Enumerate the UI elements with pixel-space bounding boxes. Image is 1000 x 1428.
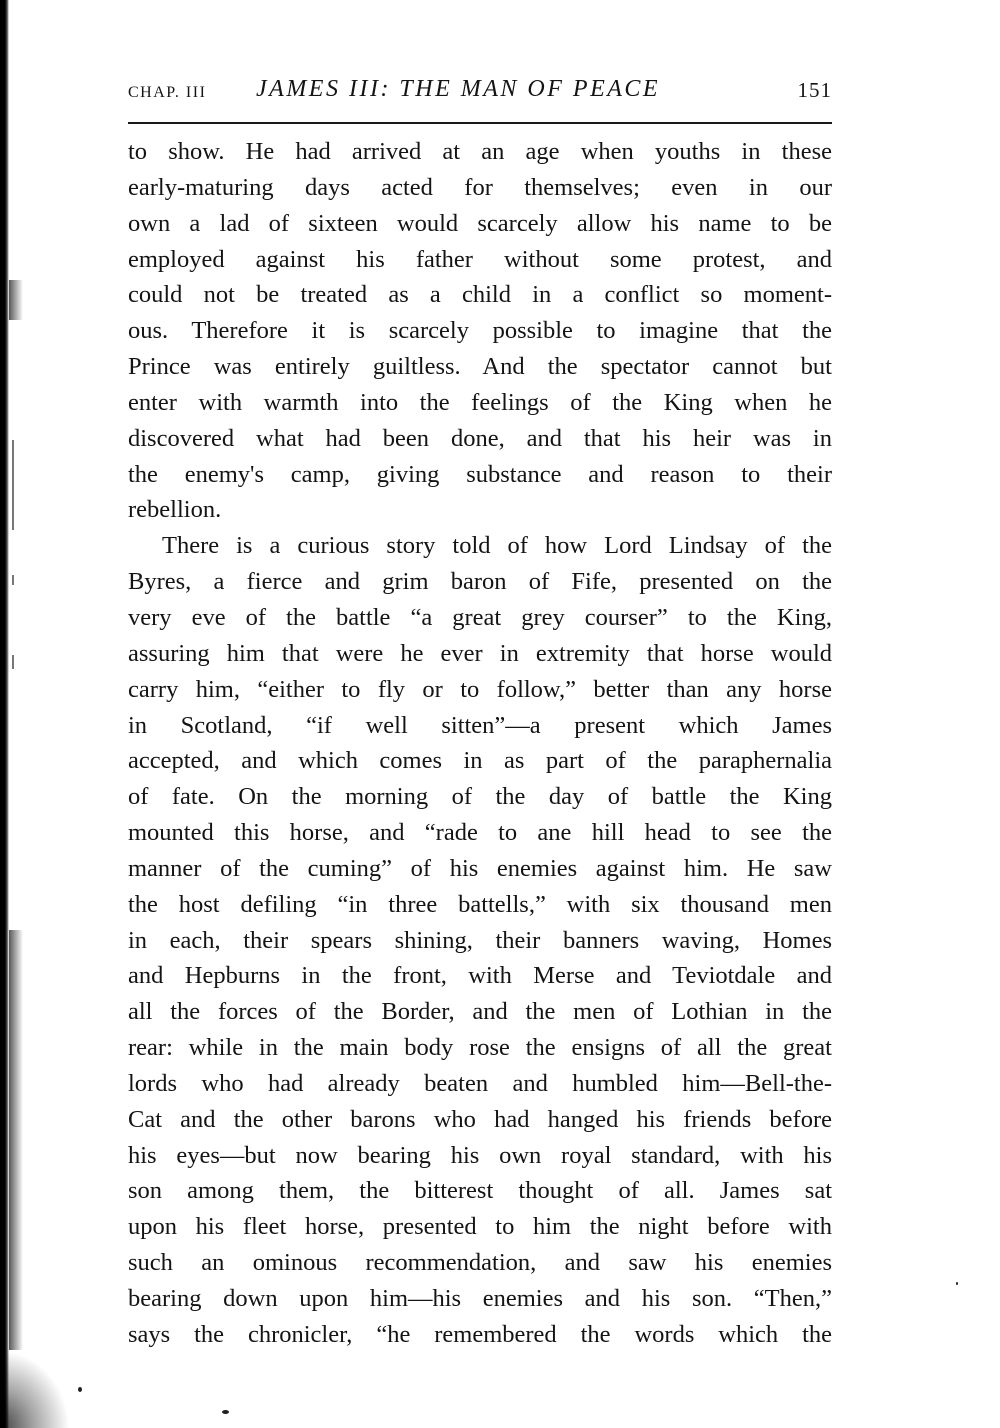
text-line: says the chronicler, “he remembered the words which the <box>128 1320 832 1348</box>
margin-mark <box>12 440 14 530</box>
text-line: all the forces of the Border, and the men of Lothian in the <box>128 998 832 1026</box>
ink-speck <box>222 1410 229 1414</box>
text-line: such an ominous recommendation, and saw his enemies <box>128 1249 832 1277</box>
text-line: own a lad of sixteen would scarcely allow his name to be <box>128 209 832 237</box>
text-line: employed against his father without some protest, and <box>128 245 832 273</box>
ink-speck <box>956 1282 958 1285</box>
text-line: his eyes—but now bearing his own royal standard, with his <box>128 1141 832 1169</box>
text-line: assuring him that were he ever in extremity that horse would <box>128 639 832 667</box>
paragraph-start-line: There is a curious story told of how Lord Lindsay of the <box>162 532 832 560</box>
binding-shadow <box>9 280 23 320</box>
ink-speck <box>78 1387 82 1392</box>
text-line: Byres, a fierce and grim baron of Fife, presented on the <box>128 568 832 596</box>
text-line: accepted, and which comes in as part of the paraphernalia <box>128 747 832 775</box>
text-line: the host defiling “in three battells,” with six thousand men <box>128 890 832 918</box>
text-line: ous. Therefore it is scarcely possible to imagine that the <box>128 317 832 345</box>
text-line: enter with warmth into the feelings of the King when he <box>128 388 832 416</box>
text-line: the enemy's camp, giving substance and reason to their <box>128 460 832 488</box>
page-number: 151 <box>797 78 832 102</box>
paragraph-end-line: rebellion. <box>128 496 222 524</box>
chapter-label: CHAP. III <box>128 84 207 101</box>
text-line: manner of the cuming” of his enemies against him. He saw <box>128 854 832 882</box>
text-line: early-maturing days acted for themselves; even in our <box>128 173 832 201</box>
text-line: lords who had already beaten and humbled him—Bell-the- <box>128 1069 832 1097</box>
body-text <box>128 134 832 1353</box>
text-line: of fate. On the morning of the day of battle the King <box>128 783 832 811</box>
margin-mark <box>12 575 14 585</box>
margin-mark <box>12 655 14 669</box>
running-title: JAMES III: THE MAN OF PEACE <box>256 76 661 102</box>
running-head <box>128 76 832 110</box>
text-line: son among them, the bitterest thought of all. James sat <box>128 1177 832 1205</box>
text-line: in each, their spears shining, their banners waving, Homes <box>128 926 832 954</box>
text-line: Cat and the other barons who had hanged his friends before <box>128 1105 832 1133</box>
text-line: and Hepburns in the front, with Merse and Teviotdale and <box>128 962 832 990</box>
text-line: in Scotland, “if well sitten”—a present which James <box>128 711 832 739</box>
header-rule <box>128 122 832 124</box>
text-line: discovered what had been done, and that his heir was in <box>128 424 832 452</box>
binding-shadow <box>9 930 23 1350</box>
text-line: upon his fleet horse, presented to him the night before with <box>128 1213 832 1241</box>
corner-smudge <box>0 1350 70 1428</box>
text-line: rear: while in the main body rose the ensigns of all the great <box>128 1034 832 1062</box>
text-line: very eve of the battle “a great grey courser” to the King, <box>128 603 832 631</box>
page-binding-edge <box>0 0 9 1428</box>
text-line: carry him, “either to fly or to follow,” better than any horse <box>128 675 832 703</box>
text-line: Prince was entirely guiltless. And the spectator cannot but <box>128 353 832 381</box>
text-line: to show. He had arrived at an age when youths in these <box>128 138 832 165</box>
text-line: bearing down upon him—his enemies and his son. “Then,” <box>128 1285 832 1312</box>
text-line: mounted this horse, and “rade to ane hill head to see the <box>128 819 832 847</box>
text-line: could not be treated as a child in a conflict so moment- <box>128 281 832 309</box>
